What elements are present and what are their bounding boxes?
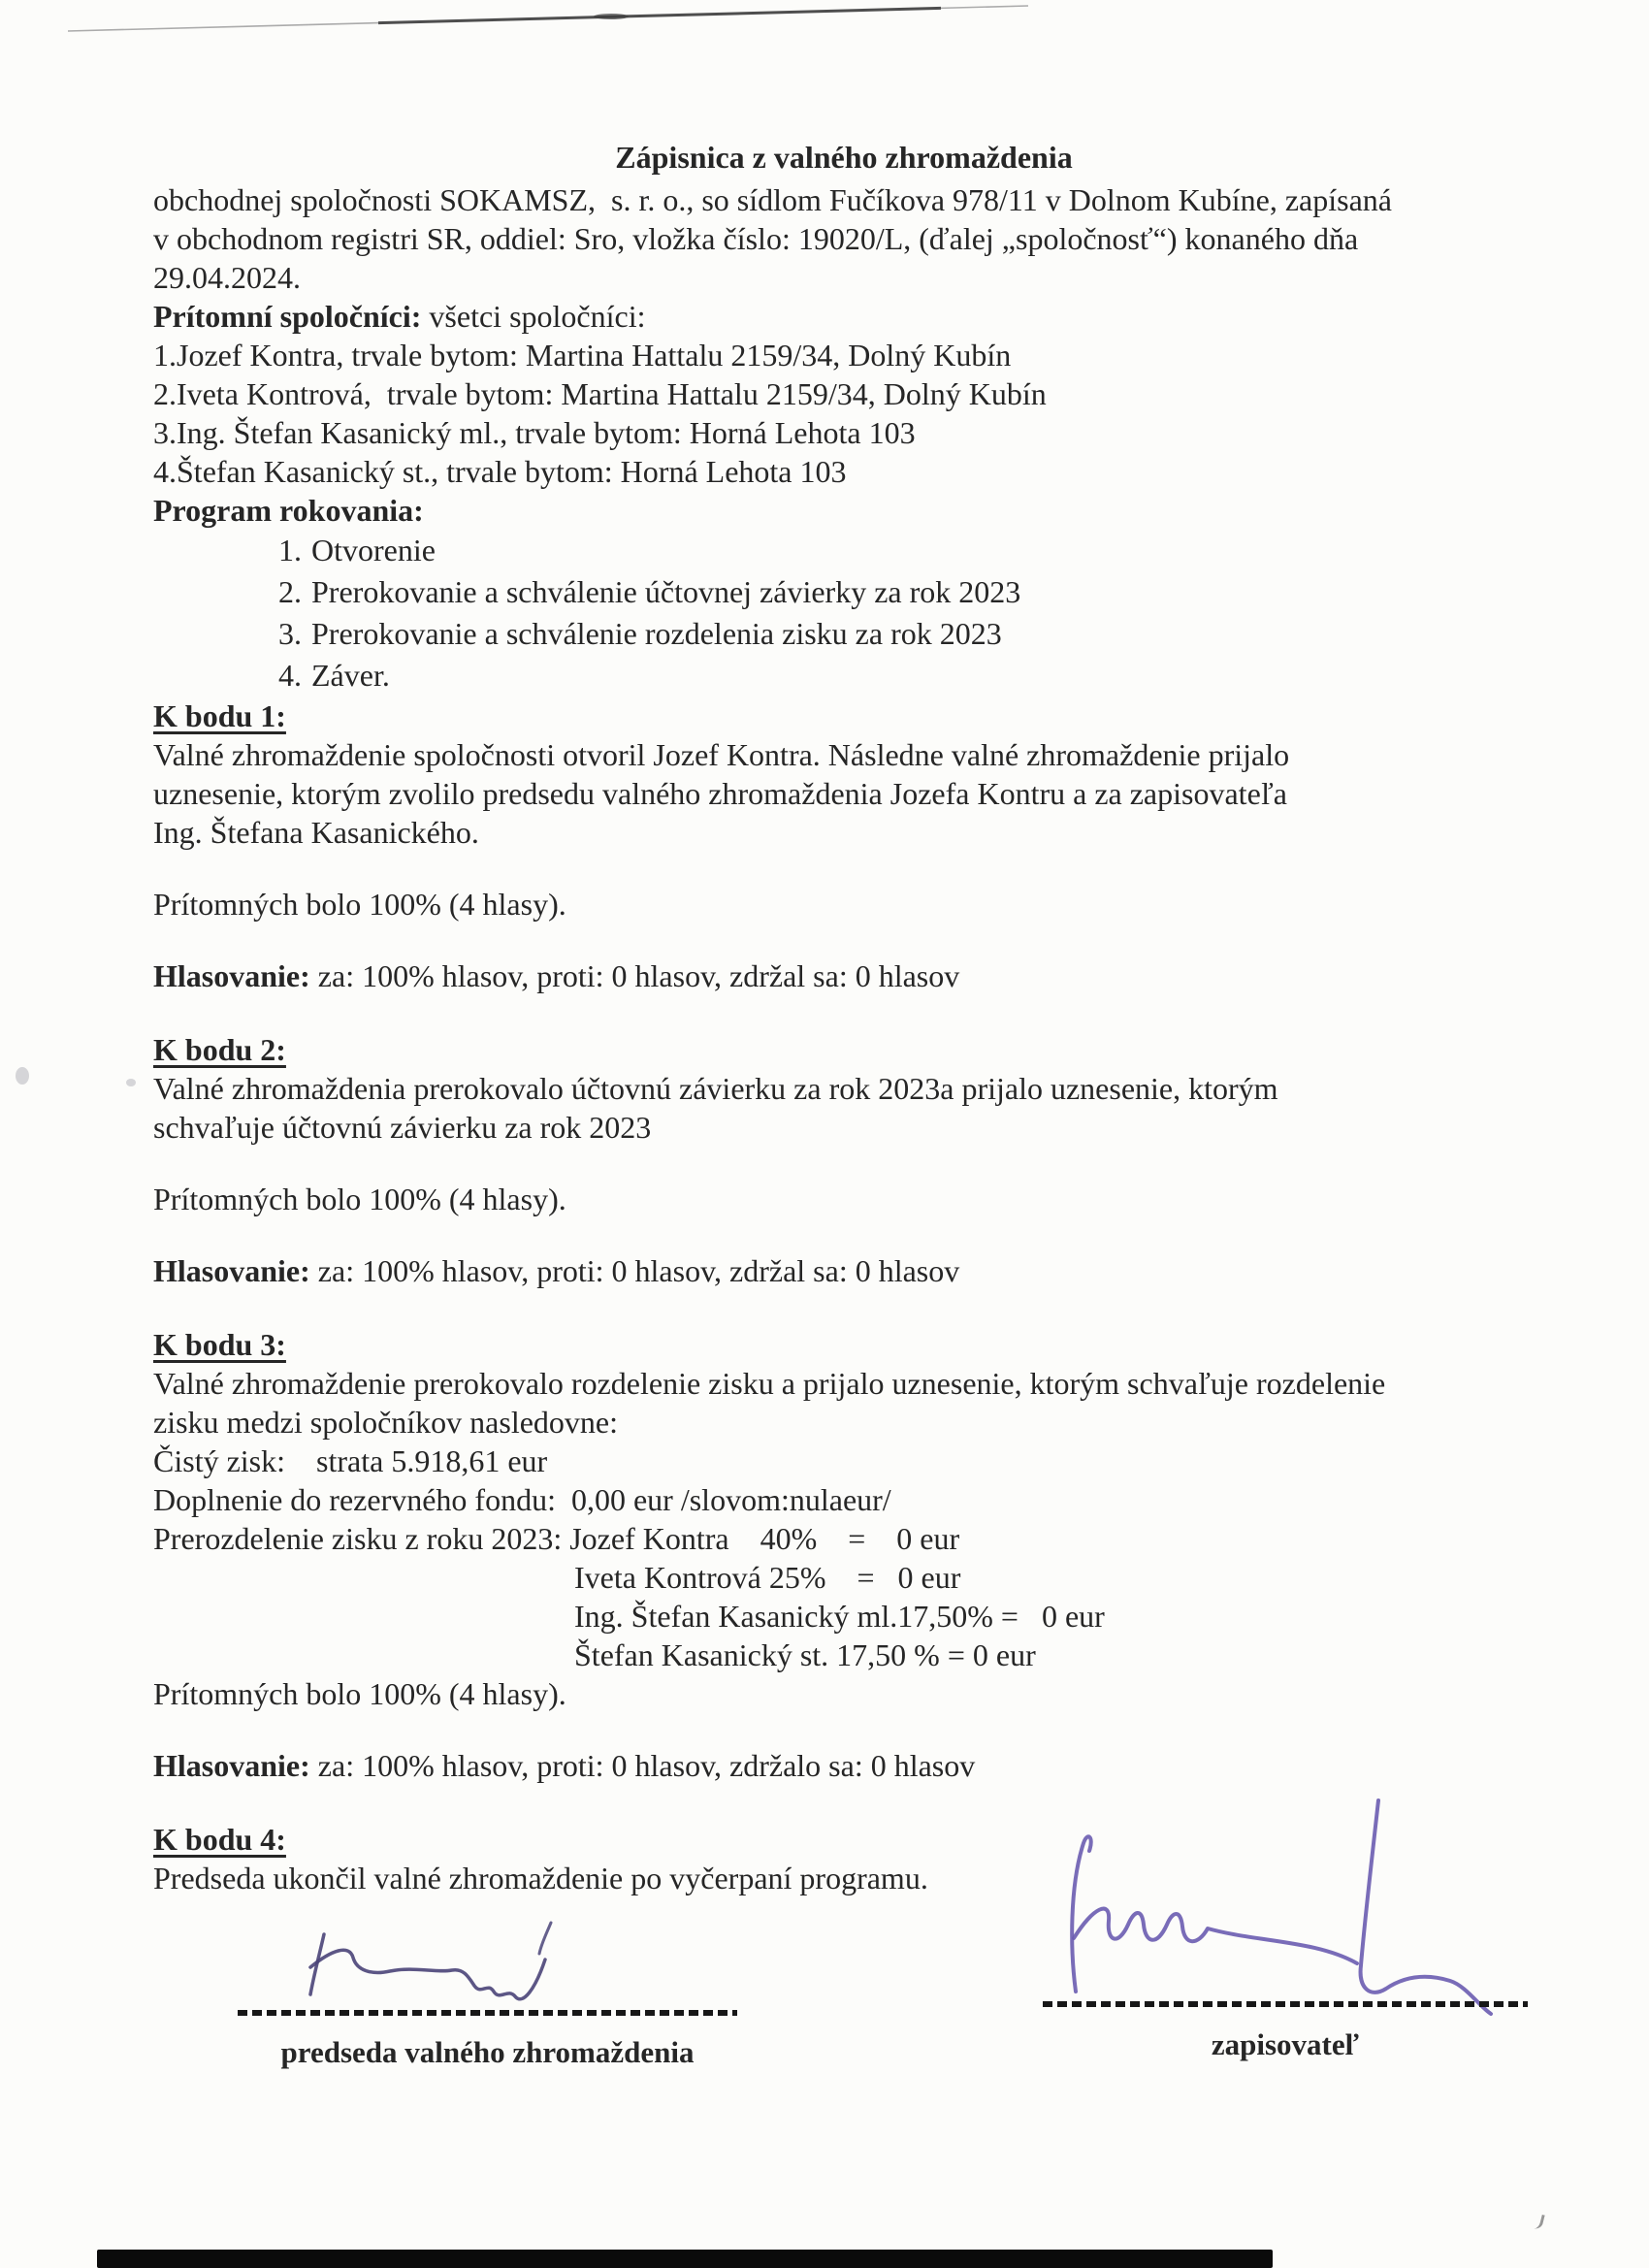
- presence-line: Prítomných bolo 100% (4 hlasy).: [153, 1676, 566, 1711]
- attendee-line: 4.Štefan Kasanický st., trvale bytom: Horná Lehota 103: [153, 454, 847, 489]
- section-point-1: [153, 697, 1535, 995]
- agenda-item: [278, 613, 1535, 655]
- signature-ink-recorder: [1033, 1793, 1518, 2025]
- agenda-item: [278, 571, 1535, 613]
- section-body-line: Predseda ukončil valné zhromaždenie po vyčerpaní programu.: [153, 1861, 928, 1895]
- attendee-line: 1.Jozef Kontra, trvale bytom: Martina Hattalu 2159/34, Dolný Kubín: [153, 338, 1012, 373]
- distribution-share-line: Iveta Kontrová 25% = 0 eur: [574, 1560, 961, 1595]
- scan-smudge: [16, 1067, 29, 1085]
- voting-text: za: 100% hlasov, proti: 0 hlasov, zdržal sa: 0 hlasov: [309, 958, 960, 993]
- attendee-line: 3.Ing. Štefan Kasanický ml., trvale bytom: Horná Lehota 103: [153, 415, 916, 450]
- distribution-share-line: Štefan Kasanický st. 17,50 % = 0 eur: [574, 1637, 1036, 1672]
- section-body-line: schvaľuje účtovnú závierku za rok 2023: [153, 1110, 652, 1145]
- attendees-suffix: všetci spoločníci:: [421, 299, 646, 334]
- attendees-label: Prítomní spoločníci:: [153, 299, 422, 334]
- signature-line-chairman: [238, 2010, 737, 2016]
- signature-line-recorder: [1043, 2001, 1528, 2007]
- intro-line: v obchodnom registri SR, oddiel: Sro, vložka číslo: 19020/L, (ďalej „spoločnosť“) konaného dňa: [153, 221, 1359, 256]
- agenda-item-text: Otvorenie: [311, 533, 436, 567]
- agenda-item: [278, 655, 1535, 697]
- agenda-item-text: Prerokovanie a schválenie rozdelenia zisku za rok 2023: [311, 616, 1002, 651]
- section-body-line: Valné zhromaždenia prerokovalo účtovnú závierku za rok 2023a prijalo uznesenie, ktorým: [153, 1071, 1278, 1106]
- document-title: Zápisnica z valného zhromaždenia: [615, 140, 1073, 175]
- agenda-item-text: Prerokovanie a schválenie účtovnej závierky za rok 2023: [311, 574, 1021, 609]
- scan-smudge: [126, 1079, 136, 1086]
- agenda-item: [278, 530, 1535, 571]
- section-body-line: zisku medzi spoločníkov nasledovne:: [153, 1405, 619, 1440]
- signature-label-chairman: predseda valného zhromaždenia: [280, 2035, 695, 2069]
- document-body: [153, 138, 1535, 1897]
- section-point-2: [153, 1030, 1535, 1290]
- net-profit-line: Čistý zisk: strata 5.918,61 eur: [153, 1443, 548, 1478]
- attendee-line: 2.Iveta Kontrová, trvale bytom: Martina Hattalu 2159/34, Dolný Kubín: [153, 376, 1047, 411]
- reserve-fund-line: Doplnenie do rezervného fondu: 0,00 eur /slovom:nulaeur/: [153, 1482, 891, 1517]
- scan-artifact-bottom-bar: [97, 2250, 1273, 2268]
- voting-line: [153, 956, 1535, 995]
- section-body-line: Valné zhromaždenie spoločnosti otvoril Jozef Kontra. Následne valné zhromaždenie prijalo: [153, 737, 1290, 772]
- agenda-item-number: 3.: [278, 616, 302, 651]
- agenda-item-number: 1.: [278, 533, 302, 567]
- scan-mark: [1531, 2213, 1545, 2230]
- presence-line: Prítomných bolo 100% (4 hlasy).: [153, 1182, 566, 1216]
- voting-text: za: 100% hlasov, proti: 0 hlasov, zdržalo sa: 0 hlasov: [309, 1748, 976, 1783]
- presence-line: Prítomných bolo 100% (4 hlasy).: [153, 887, 566, 922]
- section-point-3: [153, 1325, 1535, 1785]
- section-heading: K bodu 2:: [153, 1032, 286, 1067]
- voting-label: Hlasovanie:: [153, 1253, 310, 1288]
- signature-label-recorder: zapisovateľ: [1211, 2027, 1360, 2061]
- section-body-line: Ing. Štefana Kasanického.: [153, 815, 479, 850]
- voting-line: [153, 1251, 1535, 1290]
- distribution-share-line: Ing. Štefan Kasanický ml.17,50% = 0 eur: [574, 1599, 1105, 1634]
- agenda-item-text: Záver.: [311, 658, 390, 693]
- intro-line: obchodnej spoločnosti SOKAMSZ, s. r. o., so sídlom Fučíkova 978/11 v Dolnom Kubíne, zapísaná: [153, 182, 1392, 217]
- agenda-item-number: 2.: [278, 574, 302, 609]
- section-heading: K bodu 3:: [153, 1327, 286, 1362]
- intro-line: 29.04.2024.: [153, 260, 301, 295]
- voting-label: Hlasovanie:: [153, 958, 310, 993]
- scan-artifact-top-line: [68, 4, 1028, 37]
- section-body-line: uznesenie, ktorým zvolilo predsedu valného zhromaždenia Jozefa Kontru a za zapisovateľa: [153, 776, 1287, 811]
- voting-label: Hlasovanie:: [153, 1748, 310, 1783]
- profit-distribution-line: Prerozdelenie zisku z roku 2023: Jozef Kontra 40% = 0 eur: [153, 1521, 960, 1556]
- signature-ink-chairman: [291, 1913, 611, 2015]
- section-heading: K bodu 1:: [153, 698, 286, 733]
- section-body-line: Valné zhromaždenie prerokovalo rozdelenie zisku a prijalo uznesenie, ktorým schvaľuje rozdelenie: [153, 1366, 1386, 1401]
- agenda-item-number: 4.: [278, 658, 302, 693]
- section-heading: K bodu 4:: [153, 1822, 286, 1857]
- voting-text: za: 100% hlasov, proti: 0 hlasov, zdržal sa: 0 hlasov: [309, 1253, 960, 1288]
- voting-line: [153, 1746, 1535, 1785]
- agenda-label: Program rokovania:: [153, 493, 424, 528]
- attendees-header: [153, 297, 1535, 336]
